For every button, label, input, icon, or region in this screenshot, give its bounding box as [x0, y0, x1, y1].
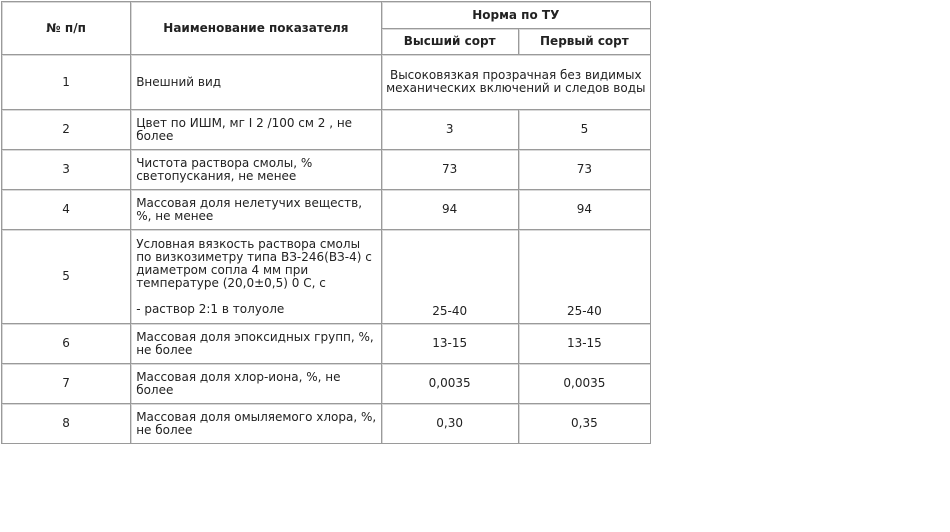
row-name-cell — [131, 230, 381, 324]
table-row — [2, 190, 651, 230]
row-name: Массовая доля хлор-иона, %, не более — [131, 364, 381, 404]
table-row — [2, 150, 651, 190]
header-grade-first: Первый сорт — [519, 29, 651, 55]
row-num: 3 — [2, 150, 131, 190]
row-name: Условная вязкость раствора смолы по визкозиметру типа ВЗ-246(ВЗ-4) с диаметром сопла 4 мм при температуре (20,0±0,5) 0 С, с — [136, 236, 372, 290]
row-name: Чистота раствора смолы, % светопускания, не менее — [131, 150, 381, 190]
row-value-top: 0,30 — [382, 404, 519, 444]
row-num: 6 — [2, 324, 131, 364]
spec-table — [1, 1, 651, 444]
row-value-first: 73 — [519, 150, 651, 190]
row-num: 7 — [2, 364, 131, 404]
header-norm: Норма по ТУ — [382, 2, 651, 29]
row-value-top: 25-40 — [382, 230, 519, 324]
row-value-top: 73 — [382, 150, 519, 190]
table-row — [2, 324, 651, 364]
table-row — [2, 110, 651, 150]
row-name: Массовая доля эпоксидных групп, %, не более — [131, 324, 381, 364]
header-num: № п/п — [2, 2, 131, 55]
row-subname: - раствор 2:1 в толуоле — [136, 301, 285, 316]
row-value-first: 25-40 — [519, 230, 651, 324]
row-num: 2 — [2, 110, 131, 150]
header-name: Наименование показателя — [131, 2, 381, 55]
row-num: 1 — [2, 55, 131, 110]
table-row — [2, 230, 651, 324]
row-value-top: 13-15 — [382, 324, 519, 364]
row-name: Цвет по ИШМ, мг I 2 /100 см 2 , не более — [131, 110, 381, 150]
row-value-first: 5 — [519, 110, 651, 150]
row-value-first: 0,35 — [519, 404, 651, 444]
row-value-first: 94 — [519, 190, 651, 230]
row-name: Массовая доля омыляемого хлора, %, не более — [131, 404, 381, 444]
table-row — [2, 364, 651, 404]
row-num: 5 — [2, 230, 131, 324]
row-value-top: 0,0035 — [382, 364, 519, 404]
row-num: 4 — [2, 190, 131, 230]
row-value-top: 94 — [382, 190, 519, 230]
row-name: Внешний вид — [131, 55, 381, 110]
row-value-first: 0,0035 — [519, 364, 651, 404]
header-row — [2, 2, 651, 29]
row-value-top: 3 — [382, 110, 519, 150]
row-num: 8 — [2, 404, 131, 444]
table-row — [2, 55, 651, 110]
row-value-first: 13-15 — [519, 324, 651, 364]
row-name: Массовая доля нелетучих веществ, %, не менее — [131, 190, 381, 230]
header-grade-top: Высший сорт — [382, 29, 519, 55]
row-merged-value: Высоковязкая прозрачная без видимых механических включений и следов воды — [382, 55, 651, 110]
table-row — [2, 404, 651, 444]
